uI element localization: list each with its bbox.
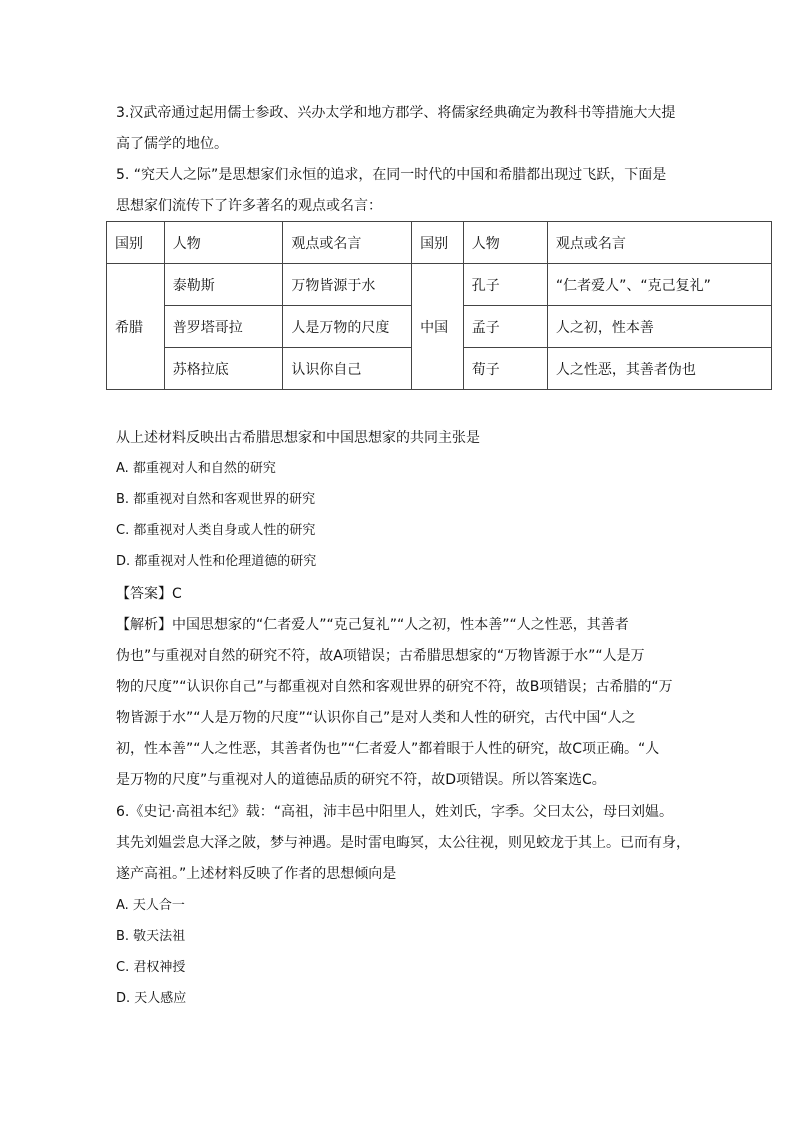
q5-question: 从上述材料反映出古希腊思想家和中国思想家的共同主张是: [116, 430, 480, 446]
q6-option-c: C. 君权神授: [116, 960, 186, 975]
q5-analysis-line: 伪也”与重视对自然的研究不符，故A项错误；古希腊思想家的“万物皆源于水”“人是万: [116, 648, 645, 664]
greek-person-cell: 苏格拉底: [164, 348, 283, 390]
q5-stem-line-2: 思想家们流传下了许多著名的观点或名言：: [116, 198, 382, 214]
q6-stem-line: 遂产高祖。”上述材料反映了作者的思想倾向是: [116, 866, 397, 882]
q5-option-c: C. 都重视对人类自身或人性的研究: [116, 523, 316, 538]
greek-quote-cell: 认识你自己: [283, 348, 412, 390]
chinese-quote-cell: 人之初，性本善: [547, 306, 771, 348]
q5-analysis-line: 物皆源于水”“人是万物的尺度”“认识你自己”是对人类和人性的研究，古代中国“人之: [116, 710, 636, 726]
country-greece-cell: 希腊: [107, 264, 165, 390]
q5-answer: 【答案】C: [116, 586, 182, 602]
table-row: [107, 264, 772, 306]
header-country-right: 国别: [412, 222, 464, 264]
chinese-person-cell: 孔子: [463, 264, 547, 306]
greek-quote-cell: 人是万物的尺度: [283, 306, 412, 348]
q6-option-b: B. 敬天法祖: [116, 929, 186, 944]
table-header-row: [107, 222, 772, 264]
q6-option-d: D. 天人感应: [116, 991, 187, 1006]
country-china-cell: 中国: [412, 264, 464, 390]
q5-option-d: D. 都重视对人性和伦理道德的研究: [116, 554, 317, 569]
q5-analysis-line: 物的尺度”“认识你自己”与都重视对自然和客观世界的研究不符，故B项错误；古希腊的“万: [116, 679, 673, 695]
q5-analysis-line: 初，性本善”“人之性恶，其善者伪也”“仁者爱人”都着眼于人性的研究，故C项正确。“人: [116, 741, 660, 757]
q5-option-a: A. 都重视对人和自然的研究: [116, 461, 276, 476]
chinese-person-cell: 荀子: [463, 348, 547, 390]
q6-option-a: A. 天人合一: [116, 898, 185, 913]
thinkers-table: [106, 221, 772, 390]
header-quote-left: 观点或名言: [283, 222, 412, 264]
q5-analysis-line: 是万物的尺度”与重视对人的道德品质的研究不符，故D项错误。所以答案选C。: [116, 772, 606, 788]
header-person-left: 人物: [164, 222, 283, 264]
chinese-quote-cell: 人之性恶，其善者伪也: [547, 348, 771, 390]
greek-person-cell: 泰勒斯: [164, 264, 283, 306]
chinese-person-cell: 孟子: [463, 306, 547, 348]
q5-option-b: B. 都重视对自然和客观世界的研究: [116, 492, 316, 507]
greek-quote-cell: 万物皆源于水: [283, 264, 412, 306]
q5-analysis-line: 【解析】中国思想家的“仁者爱人”“克己复礼”“人之初，性本善”“人之性恶，其善者: [116, 617, 629, 633]
header-country-left: 国别: [107, 222, 165, 264]
q5-stem-line-1: 5. “究天人之际”是思想家们永恒的追求，在同一时代的中国和希腊都出现过飞跃，下面是: [116, 167, 667, 183]
header-quote-right: 观点或名言: [547, 222, 771, 264]
chinese-quote-cell: “仁者爱人”、“克己复礼”: [547, 264, 771, 306]
greek-person-cell: 普罗塔哥拉: [164, 306, 283, 348]
header-person-right: 人物: [463, 222, 547, 264]
q6-stem-line: 6.《史记·高祖本纪》载：“高祖，沛丰邑中阳里人，姓刘氏，字季。父曰太公，母曰刘媪。: [116, 804, 674, 820]
q3-answer-line-1: 3.汉武帝通过起用儒士参政、兴办太学和地方郡学、将儒家经典确定为教科书等措施大大提: [116, 105, 676, 121]
q3-answer-line-2: 高了儒学的地位。: [116, 136, 228, 152]
q6-stem-line: 其先刘媪尝息大泽之陂，梦与神遇。是时雷电晦冥，太公往视，则见蛟龙于其上。已而有身，: [116, 835, 690, 851]
